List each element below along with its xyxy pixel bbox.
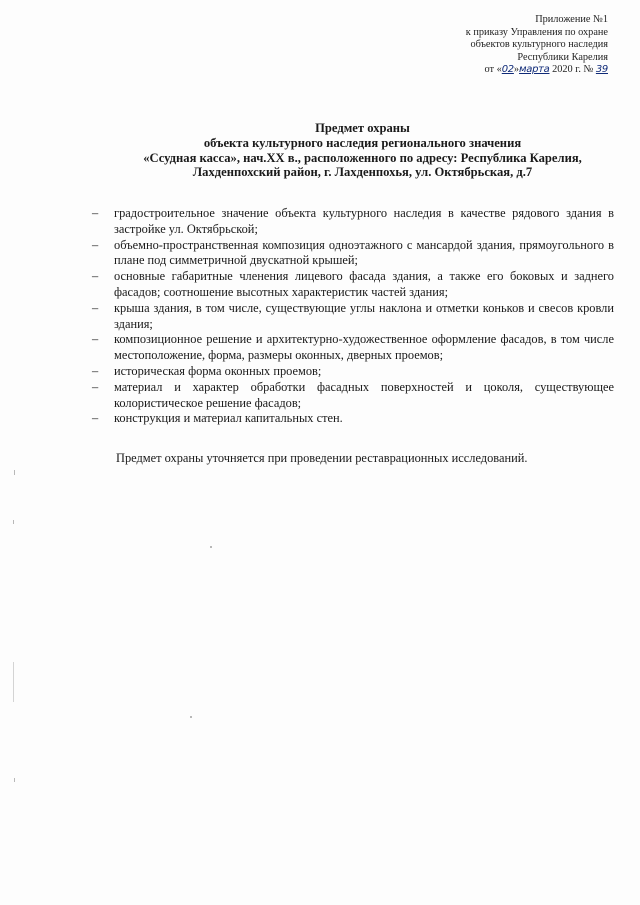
closing-note: Предмет охраны уточняется при проведении реставрационных исследований. — [116, 451, 528, 465]
scan-speck — [13, 520, 14, 524]
list-dash: – — [92, 332, 99, 347]
list-item — [92, 380, 614, 412]
list-item-text: историческая форма оконных проемов; — [114, 363, 322, 378]
scan-speck — [210, 546, 212, 548]
scan-speck — [190, 716, 192, 718]
appendix-region-line: Республики Карелия — [517, 51, 608, 63]
list-dash: – — [92, 363, 99, 378]
list-item — [92, 411, 614, 427]
title-line-3: «Ссудная касса», нач.XX в., расположенного по адресу: Республика Карелия, — [143, 150, 582, 165]
list-dash: – — [92, 300, 99, 315]
list-item-text: крыша здания, в том числе, существующие углы наклона и отметки коньков и свесов кровли здания; — [114, 300, 614, 331]
date-month: марта — [519, 64, 550, 76]
date-mid: » — [513, 64, 520, 76]
appendix-order-line: к приказу Управления по охране — [465, 26, 608, 38]
list-item-text: объемно-пространственная композиция одноэтажного с мансардой здания, прямоугольного в плане под симметричной двускатной крышей; — [114, 237, 614, 268]
scan-speck — [14, 778, 15, 782]
list-item — [92, 364, 614, 380]
scan-speck — [13, 662, 14, 702]
list-item-text: градостроительное значение объекта культурного наследия в качестве рядового здания в застройке ул. Октябрьской; — [114, 206, 614, 236]
scan-speck — [14, 470, 15, 475]
list-dash: – — [92, 411, 99, 426]
list-item-text: основные габаритные членения лицевого фасада здания, а также его боковых и заднего фасадов; соотношение высотных характеристик частей здания; — [114, 269, 614, 299]
list-dash: – — [92, 206, 99, 220]
list-item — [92, 332, 614, 364]
list-item-text: конструкция и материал капитальных стен. — [114, 411, 343, 426]
list-item-text: композиционное решение и архитектурно-художественное оформление фасадов, в том числе местоположение, форма, размеры оконных, дверных проемов; — [114, 332, 614, 363]
appendix-department-line: объектов культурного наследия — [470, 39, 608, 51]
document-title — [90, 121, 635, 180]
date-day: 02 — [501, 64, 514, 76]
list-item-text: материал и характер обработки фасадных поверхностей и цоколя, существующее колористическое решение фасадов; — [114, 379, 614, 410]
list-item — [92, 206, 614, 238]
list-dash: – — [92, 269, 99, 284]
list-item — [92, 269, 614, 301]
list-item — [92, 238, 614, 270]
list-dash: – — [92, 379, 99, 394]
title-line-4: Лахденпохский район, г. Лахденпохья, ул. Октябрьская, д.7 — [192, 165, 533, 180]
appendix-header — [368, 14, 608, 77]
protection-items-list — [92, 206, 614, 427]
list-item — [92, 301, 614, 333]
date-year: 2020 г. № — [549, 64, 596, 76]
title-line-2: объекта культурного наследия регионального значения — [203, 135, 522, 150]
list-dash: – — [92, 237, 99, 252]
appendix-title: Приложение №1 — [535, 14, 608, 25]
order-number: 39 — [595, 64, 608, 76]
date-prefix: от « — [484, 64, 502, 76]
appendix-date-line — [368, 64, 608, 77]
title-line-1: Предмет охраны — [315, 121, 410, 135]
